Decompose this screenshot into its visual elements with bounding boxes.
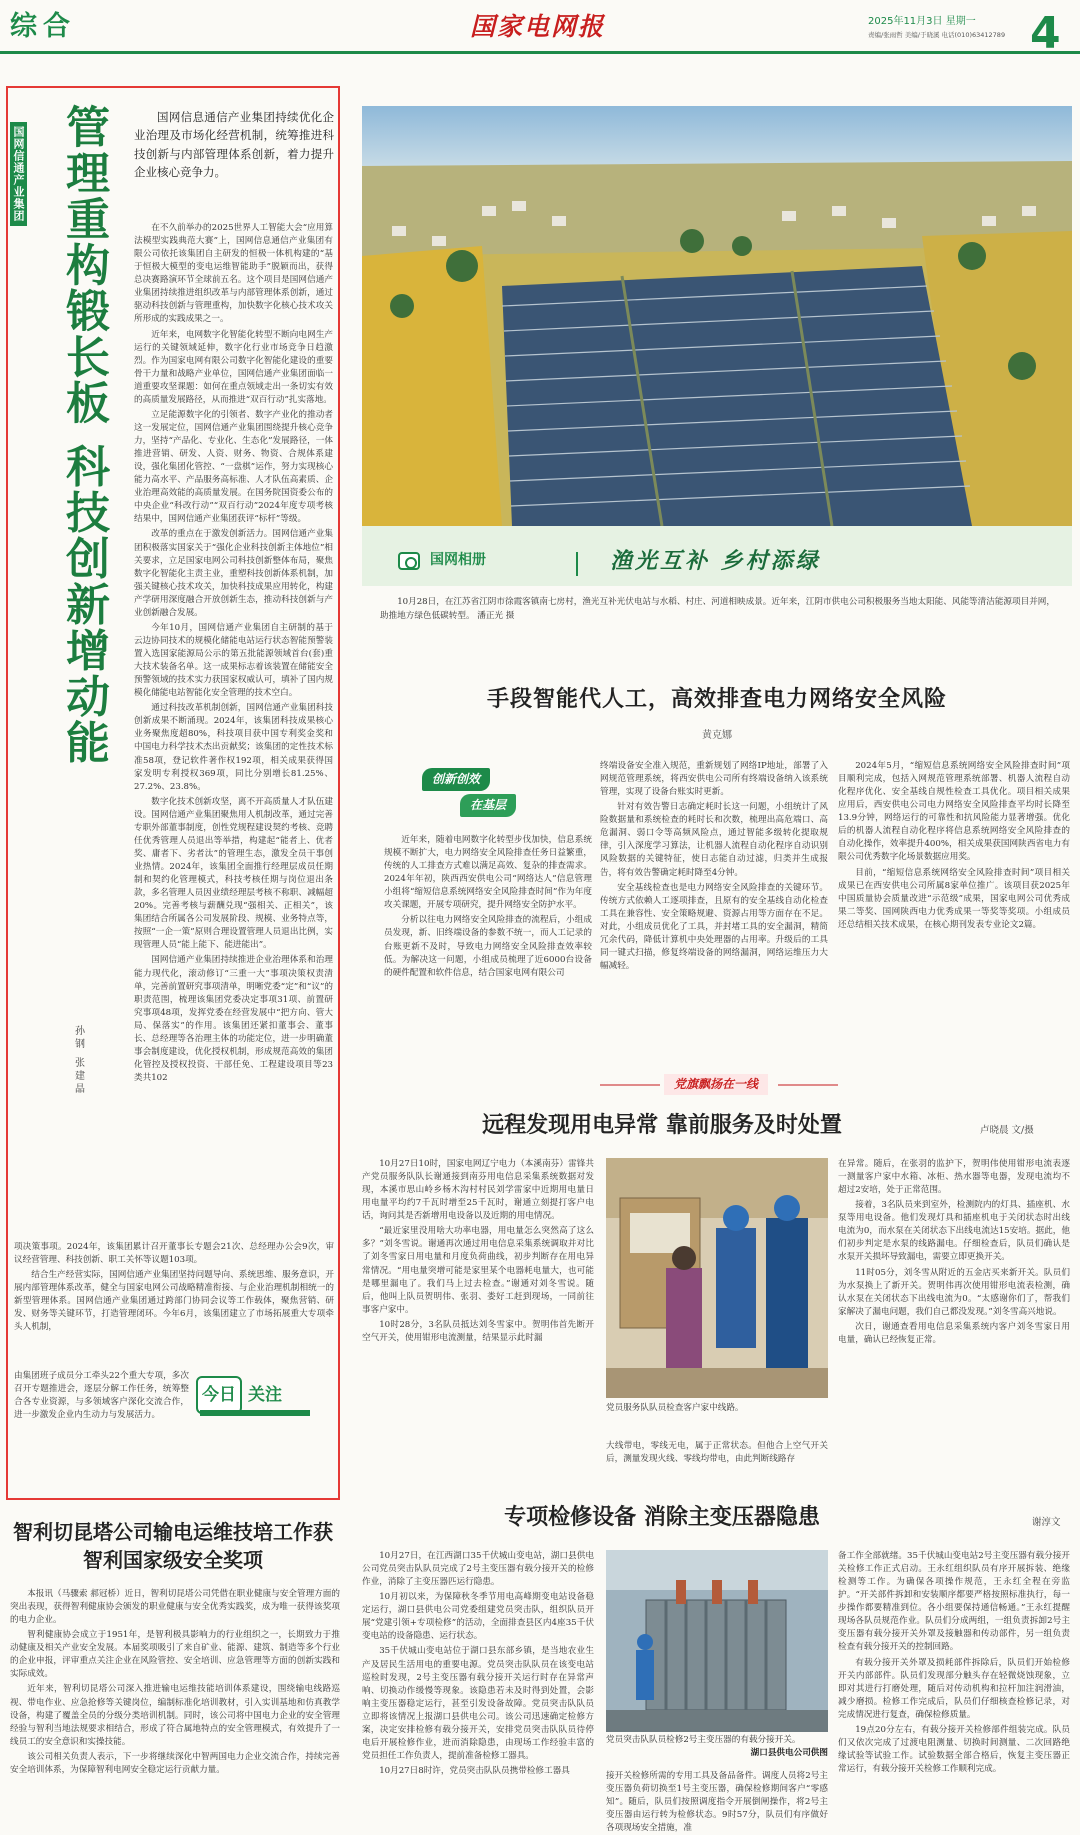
paragraph: 安全基线检查也是电力网络安全风险排查的关键环节。传统方式依赖人工逐项排查，且原有的安全基线自动化检查工具在兼容性、安全策略规避、资源占用等方面存在不足。对此，小组成员优化了工具，并封堵工具的安全漏洞，精简冗余代码，降低计算机中央处理器的占用率。升级后的工具同一键式扫描，修复终端设备的网络漏洞，网络运维压力大幅减轻。 (600, 882, 828, 971)
paper-name: 国家电网报 (470, 12, 606, 41)
banner-rule (600, 1084, 660, 1086)
paragraph: 智利健康协会成立于1951年，是智利极具影响力的行业组织之一，长期致力于推动健康及相关产业安全发展。本届奖项吸引了来自矿业、能源、建筑、制造等多个行业的企业申报，评审重点关注企业在风险管控、安全培训、应急管理等方面的创新实践和实际成效。 (10, 1630, 340, 1680)
article-column (10, 1588, 340, 1806)
issue-date: 2025年11月3日 星期一 (868, 16, 976, 27)
paragraph: 11时05分，刘冬雪从附近的五金店买来新开关。队员们为水泵换上了新开关。贺明伟再次使用钳形电流表检测，确认水泵在关闭状态下出线电流为0。“太感谢你们了，帮我们家解决了漏电问题，我们自己都没发现。”刘冬雪高兴地说。 (838, 1267, 1070, 1317)
banner-rule (778, 1084, 838, 1086)
article-byline: 卢晓晨 文/摄 (980, 1125, 1034, 1136)
paragraph: 结合生产经营实际，国网信通产业集团坚持问题导向、系统思维、服务意识，开展内部管理体系改革，健全与国家电网公司战略精准衔接、与企业治理机制相统一的新型管理体系。国网信通产业集团通过跨部门协同会议等工作载体，聚焦营销、研发、财务等关键环节，打造管理闭环。今年6月，该集团建立了市场拓展重大专项牵头人机制， (14, 1270, 334, 1333)
paragraph: 10月27日10时，国家电网辽宁电力（本溪南芬）雷锋共产党员服务队队长谢通接到南芬用电信息采集系统数据对发现，本溪市思山岭乡杨木沟村村民刘学雷家中近期用电量日用电量平均约7千瓦时增至25千瓦时，谢通立刻提打客户电话，询问其是否新增用电设备以及近期的用电情况。 (362, 1159, 594, 1222)
paragraph: 分析以往电力网络安全风险排查的流程后，小组成员发现，新、旧终端设备的参数不统一，而人工记录的台账更新不及时，导致电力网络安全风险排查效率较低。为解决这一问题，小组成员梳理了近6000台设备的硬件配置和软件信息，结合国家电网有限公司 (384, 915, 592, 978)
party-banner (600, 1074, 820, 1096)
caption-text: 10月28日，在江苏省江阴市徐霞客镇南七房村，渔光互补光伏电站与水稻、村庄、河道相映成景。近年来，江阴市供电公司积极服务当地太阳能、风能等清洁能源项目并网，助推地方绿色低碳转型。 (380, 597, 1055, 621)
unit-tag: 国网信通产业集团 (10, 122, 27, 226)
article-column (362, 1550, 594, 1808)
feature-byline: 孙钢 张建晶 (72, 1025, 84, 1097)
caption-text: 党员突击队队员检修2号主变压器的有载分接开关。 (606, 1735, 801, 1745)
photo-caption (380, 596, 1056, 624)
transformer-photo (606, 1550, 828, 1732)
feature-body-tail (14, 1370, 189, 1490)
solar-farm-illustration (362, 106, 1072, 526)
article-column (384, 834, 592, 1024)
today-focus-logo (196, 1370, 326, 1420)
paragraph: 近年来，智利切昆塔公司深入推进输电运维技能培训体系建设，围绕输电线路巡视、带电作业、应急抢修等关键岗位，编制标准化培训教材，引入实训基地和仿真教学设备，构建了覆盖全员的分级分类培训机制。同时，该公司将中国电力企业的安全管理经验与智利当地法规要求相结合，形成了符合属地特点的安全管理模式，有效提升了一线员工的安全意识和实操技能。 (10, 1684, 340, 1747)
photo-credit: 湖口县供电公司供图 (750, 1747, 828, 1758)
paragraph: 19点20分左右，有载分接开关检修部件组装完成。队员们又依次完成了过渡电阻测量、切换时间测量、二次回路绝缘试验等试验工作。试验数据全部合格后，恢复主变压器正常运行，有载分接开关检修工作顺利完成。 (838, 1724, 1070, 1774)
paragraph: 备工作全部就绪。35千伏城山变电站2号主变压器有载分接开关检修工作正式启动。王永红组织队员有序开展拆装、绝缘检测等工作。为确保各项操作规范，王永红全程在旁监护。“开关部件拆卸和安装顺序都要严格按照标准执行，每一步操作都要精准到位。各小组要保持通信畅通。”王永红提醒现场各队员规范作业。队员们分成两组，一组负责拆卸2号主变压器有载分接开关外罩及接触器和传动部件，另一组负责检查有载分接开关的控制回路。 (838, 1551, 1070, 1653)
solar-farm-photo (362, 106, 1072, 526)
article-column (838, 1158, 1070, 1476)
service-team-illustration (606, 1158, 828, 1398)
paragraph: 35千伏城山变电站位于湖口县东部乡镇，是当地农业生产及居民生活用电的重要电源。党员突击队队员在该变电站巡检时发现，2号主变压器有载分接开关运行时存在异常声响、切换动作缓慢等现象。该隐患若未及时得到处置，会影响主变压器稳定运行，甚至引发设备故障。党员突击队队员立即将该情况上报湖口县供电公司。该公司迅速确定检修方案，决定安排检修有载分接开关，安排党员突击队队员待停电后开展检修作业，进而消除隐患，由现场工作经验丰富的党员担任工作负责人，提前准备检修工器具。 (362, 1646, 594, 1761)
photo-caption: 党员服务队队员检查客户家中线路。 (606, 1403, 744, 1413)
article-headline: 远程发现用电异常 靠前服务及时处置 (482, 1112, 842, 1138)
paragraph: 大线带电，零线无电，属于正常状态。但他合上空气开关后，测量发现火线、零线均带电，由此判断线路存 (606, 1441, 828, 1465)
badge-top: 创新创效 (422, 768, 490, 791)
paragraph: 有载分接开关外罩及损耗部件拆除后，队员们开始检修开关内部部件。队员们发现部分触头存在轻微烧蚀现象，立即对其进行打磨处理，随后对传动机构和拉杆加注润滑油，减少磨损。检修工作完成后，队员们仔细核查检修记录，对完成情况进行复查，确保检修质量。 (838, 1657, 1070, 1720)
masthead (0, 0, 1080, 59)
paragraph: 改革的重点在于激发创新活力。国网信通产业集团积极落实国家关于“强化企业科技创新主体地位”相关要求，立足国家电网公司科技创新整体布局，聚焦数字化智能化主责主业，重塑科技创新体系机制，加强关键核心技术攻关，加快科技成果应用转化，构建产学研用深度融合开放创新生态，推动科技创新与产业创新融合发展。 (134, 529, 333, 618)
photo-credit: 潘正光 摄 (477, 610, 515, 621)
section-label: 综合 (10, 11, 76, 42)
paragraph: 项决策事项。2024年，该集团累计召开董事长专题会21次、总经理办公会9次，审议经营管理、科技创新、职工关怀等议题103项。 (14, 1242, 334, 1266)
paragraph: 数字化技术创新攻坚，离不开高质量人才队伍建设。国网信通产业集团聚焦用人机制改革，通过完善专职外部董事制度，创性党规程建设契约考核、竞聘任优秀管理人员退出等举措，构建起“能者上、优者奖、庸者下、劣者汰”的管理生态，激发全员干事创业热情。2024年，该集团全面推行经理层成员任期制和契约化管理模式，科技考核任期与岗位退出条款，多名管理人员因业绩经理层考核不称职、减幅超20%。完善考核与薪酬兑现“强相关、正相关”，该集团结合所属各公司发展阶段、规模、业务特点等，按照“一企一策”原则合理设置管理人员退出比例，实现管理人员“能上能下、能进能出”。 (134, 796, 333, 951)
paragraph: 在不久前举办的2025世界人工智能大会“应用算法模型实践典范大赛”上，国网信息通信产业集团有限公司依托该集团自主研发的恒极一体机构建的“基于恒极大模型的变电运维智能助手”脱颖而出，获得总决赛路演环节全球前五名。这个项目是国网信通产业集团持续推进组织改革与内部管理体系创新，通过驱动科技创新与管理重构，加快数字化核心技术攻关所形成的实践成果之一。 (134, 223, 333, 325)
paragraph: 今年10月，国网信通产业集团自主研制的基于云边协同技术的规模化储能电站运行状态智能预警装置入选国家能源局公示的第五批能源领域首台(套)重大技术装备名单。这一成果标志着该装置在储能安全预警领域的技术实力获国家权威认可，填补了国内规模化储能电站智能化安全管理的技术空白。 (134, 622, 333, 699)
feature-headline: 管理重构锻长板 科技创新增动能 (58, 104, 109, 766)
article-column (600, 760, 828, 1024)
paragraph: 本报讯（马骤索 郝冠桥）近日，智利切昆塔公司凭借在职业健康与安全管理方面的突出表现，获得智利健康协会颁发的职业健康与安全优秀实践奖，成为唯一获得该奖项的电力企业。 (10, 1589, 340, 1626)
feature-body-bottom (14, 1241, 334, 1359)
article-column (606, 1440, 828, 1476)
feature-lead: 国网信息通信产业集团持续优化企业治理及市场化经营机制，统筹推进科技创新与内部管理体系创新，着力提升企业核心竞争力。 (134, 110, 334, 180)
today-focus-bar (200, 1410, 310, 1416)
paragraph: 近年来，电网数字化智能化转型不断向电网生产运行的关键领域延伸，数字化行业市场竞争日趋激烈。作为国家电网有限公司数字化智能化建设的重要骨干力量和战略产业单位，国网信通产业集团面临一道重要攻坚课题：如何在重点领域走出一条切实有效的高质量发展路径，从而推进“双百行动”扎实落地。 (134, 329, 333, 405)
article-column (838, 1550, 1070, 1808)
paragraph: 针对有效告警日志确定耗时长这一问题，小组统计了风险数据量和系统检查的耗时长和次数，梳理出高危端口、高危漏洞、弱口令等高频风险点，通过智能多级转化提取规律，引入深度学习算法，让机器人流程自动化程序自动识别风险数据的关键特征，使日志能自动过滤，归类并生成报告，将有效告警确定耗时降至4分钟。 (600, 802, 828, 878)
article-column (838, 760, 1070, 1024)
banner-text: 党旗飘扬在一线 (664, 1074, 768, 1095)
photo-section-label: 国网相册 (430, 552, 486, 568)
article-headline: 智利切昆塔公司输电运维技培工作获智利国家级安全奖项 (13, 1520, 333, 1572)
photo-caption (606, 1734, 828, 1760)
paragraph: 10时28分，3名队员抵达刘冬雪家中。贺明伟首先断开空气开关，使用钳形电流测量，结果显示此时漏 (362, 1319, 594, 1343)
article-byline: 谢淳文 (1032, 1517, 1061, 1528)
paragraph: 国网信通产业集团持续推进企业治理体系和治理能力现代化，滚动修订“三重一大”事项决策权责清单，完善前置研究事项清单，明晰党委“定”和“议”的职责范围，梳理该集团党委决定事项31项、前置研究事项48项，发挥党委在经营发展中“把方向、管大局、保落实”的作用。该集团还紧扣董事会、董事长、总经理等各治理主体的功能定位，进一步明确董事会制度建设，优化授权机制，形成规范高效的集团化管控及授权投资、干部任免、工程建设项目等23类共102 (134, 955, 333, 1083)
photo-headline: 渔光互补 乡村添绿 (610, 548, 821, 574)
service-team-photo (606, 1158, 828, 1398)
paragraph: 10月初以来，为保障秋冬季节用电高峰期变电站设备稳定运行，湖口县供电公司党委组建党员突击队，组织队员开展“党建引领+专项检修”的活动，全面排查县区内4座35千伏变电站的设备隐患、运行状态。 (362, 1592, 594, 1642)
paragraph: 次日，谢通查看用电信息采集系统内客户刘冬雪家日用电量，确认已经恢复正常。 (838, 1321, 1070, 1345)
paragraph: 终端设备安全准入规范，重新规划了网络IP地址，部署了入网规范管理系统，将西安供电公司所有终端设备纳入该系统管理，实现了设备台账实时更新。 (600, 761, 828, 798)
paragraph: 2024年5月，“缩短信息系统网络安全风险排查时间”项目顺利完成，包括入网规范管理系统部署、机器人流程自动化程序优化、安全基线自规性检查工具优化。项目相关成果应用后，西安供电公司电力网络安全风险排查平均时长降至13.9分钟，网络运行的可靠性和抗风险能力显著增强。优化后的机器人流程自动化程序将信息系统网络安全风险排查的自动化操作，效率提升400%，相关成果获国网陕西省电力有限公司优秀数字化场景数据应用奖。 (838, 761, 1070, 863)
paragraph: 立足能源数字化的引领者、数字产业化的推动者这一发展定位，国网信通产业集团围绕提升核心竞争力，坚持“产品化、专业化、生态化”发展路径，一体推进营销、研发、人资、财务、物资、合规体系建设，强化集团化管控、“一盘棋”运作，努力实现核心能力高水平、产品服务高标准、人才队伍高素质、企业治理高效能的高质量发展。在国务院国资委公布的中央企业“科改行动”“双百行动”2024年度专项考核结果中，国网信通产业集团获评“标杆”等级。 (134, 409, 333, 525)
feature-body-column (134, 222, 333, 1240)
paragraph: 通过科技改革机制创新，国网信通产业集团科技创新成果不断涌现。2024年，该集团科技成果核心业务聚焦度超80%，科技项目获中国专利奖金奖和中国电力科学技术杰出贡献奖；该集团的定性技术标准58项，登记软件著作权192项，相关成果获得国家发明专利授权369项，同比分别增长81.25%、27.2%、23.8%。 (134, 703, 333, 792)
paragraph: 在异常。随后，在张羽的监护下，贺明伟使用钳形电流表逐一测量客户家中水箱、冰柜、热水器等电器，发现电流均不超过2安培，处于正常范围。 (838, 1159, 1070, 1196)
article-column (362, 1158, 594, 1476)
badge-bottom: 在基层 (460, 794, 516, 817)
article-headline: 专项检修设备 消除主变压器隐患 (504, 1504, 820, 1530)
today-focus-box: 今日 (196, 1376, 242, 1414)
paragraph: 10月27日8时许，党员突击队队员携带检修工器具 (379, 1766, 570, 1776)
article-author: 黄克娜 (702, 730, 732, 741)
paragraph: 该公司相关负责人表示，下一步将继续深化中智两国电力企业交流合作，持续完善安全培训体系，为保障智利电网安全稳定运行贡献力量。 (10, 1751, 340, 1775)
camera-icon (398, 552, 420, 570)
article-headline: 手段智能代人工，高效排查电力网络安全风险 (486, 686, 947, 712)
paragraph: “最近家里没用啥大功率电器，用电量怎么突然高了这么多？”刘冬雪说。谢通再次通过用电信息采集系统调取并对比了刘冬雪家日用电量和月度负荷曲线，初步判断存在用电异常情况。“用电量突增可能是家里某个电器耗电量大，也可能是哪里漏电了。我们马上过去检查。”谢通对刘冬雪说。随后，他叫上队员贺明伟、张羽、娄好工赶到现场，一同前往事客户家中。 (362, 1226, 594, 1315)
transformer-illustration (606, 1550, 828, 1732)
paragraph: 近年来，随着电网数字化转型步伐加快，信息系统规模不断扩大，电力网络安全风险排查任务日益繁重，传统的人工排查方式难以满足高效、复杂的排查需求。2024年年初，陕西西安供电公司“网络达人”信息管理小组将“缩短信息系统网络安全风险排查时间”作为年度攻关课题，开展专项研究，提升网络安全防护水平。 (384, 835, 592, 911)
column-badge (422, 768, 542, 818)
page-number: 4 (1030, 8, 1061, 59)
today-focus-word: 关注 (248, 1385, 282, 1405)
paragraph: 由集团班子成员分工牵头22个重大专项，多次召开专题推进会，逐层分解工作任务，统筹整合各专业资源，与多领域客户深化交流合作，进一步激发企业内生动力与发展活力。 (14, 1371, 189, 1421)
paragraph: 接开关检修所需的专用工具及备品备件。调度人员将2号主变压器负荷切换至1号主变压器，确保检修期间客户“零感知”。随后，队员们按照调度指令开展倒闸操作，将2号主变压器由运行转为检修状态。9时57分，队员们有序做好各项现场安全措施，准 (606, 1771, 828, 1834)
editor-info: 责编/张雨哲 美编/于晓溪 电话(010)63412789 (868, 31, 1006, 39)
paragraph: 接着，3名队员来到室外，检测院内的灯具、插座机、水泵等用电设备。他们发现灯具和插座机电于关闭状态时出线电流为0，而水泵在关闭状态下出线电流达15安培。据此，他们初步判定是水泵的线路漏电。仔细检查后，队员们确认是水泵开关损坏导致漏电，需要立即更换开关。 (838, 1200, 1070, 1263)
divider (576, 552, 578, 576)
paragraph: 10月27日，在江西湖口35千伏城山变电站，湖口县供电公司党员突击队队员完成了2号主变压器有载分接开关的检修作业，消除了主变压器匹运行隐患。 (362, 1551, 594, 1588)
paragraph: 目前，“缩短信息系统网络安全风险排查时间”项目相关成果已在西安供电公司所属8家单位推广。该项目获2025年中国质量协会质量改进“示范级”成果，国家电网公司优秀成果二等奖、国网陕西电力优秀成果一等奖等奖项。小组成员还总结相关技术成果，在核心期刊发表专业论文2篇。 (838, 867, 1070, 930)
article-column (606, 1770, 828, 1834)
